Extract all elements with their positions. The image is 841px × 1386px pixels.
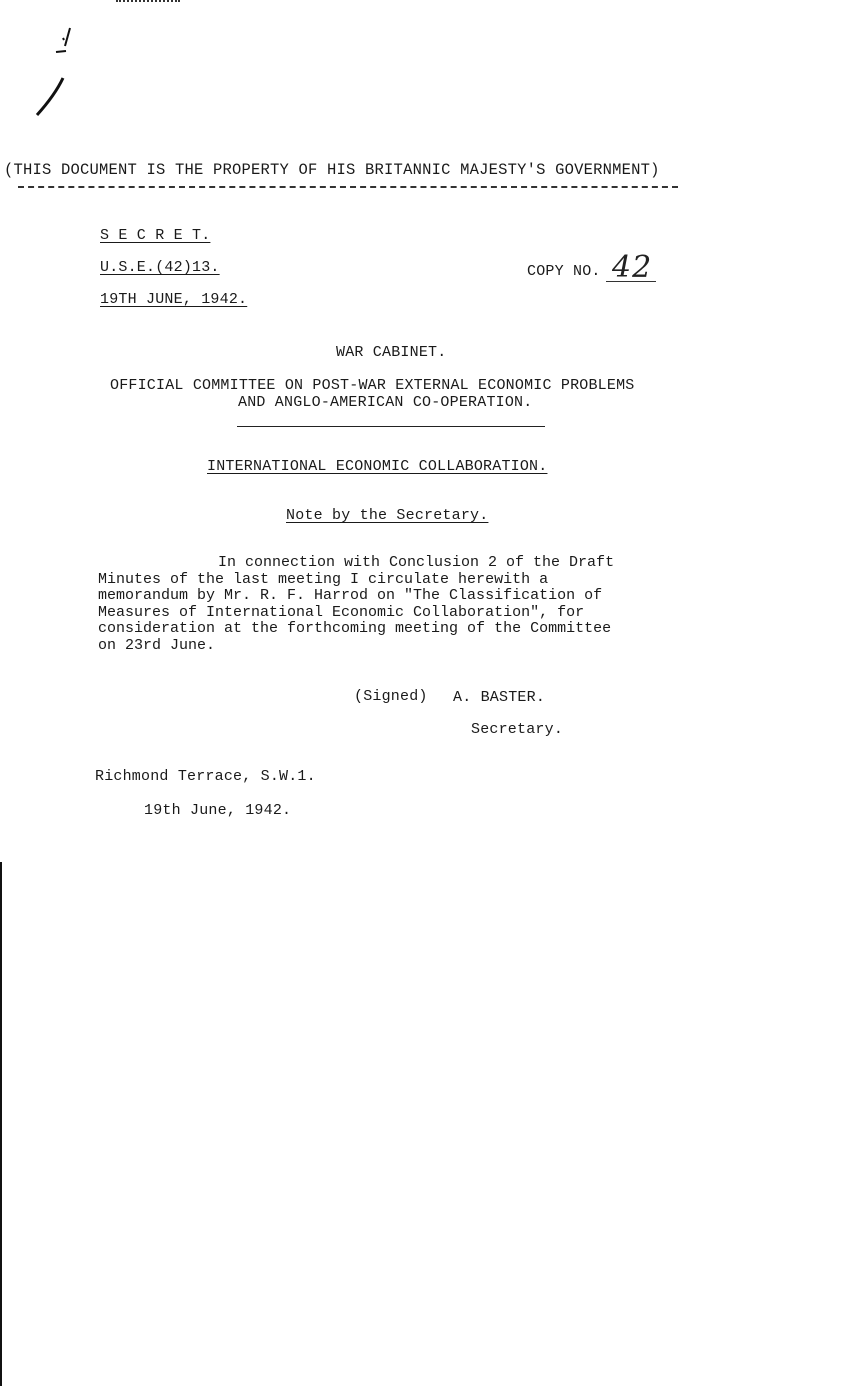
title-rule [237,426,545,427]
reference-number: U.S.E.(42)13. [100,259,220,276]
address: Richmond Terrace, S.W.1. [95,768,316,785]
footer-date: 19th June, 1942. [144,802,292,819]
document-date: 19TH JUNE, 1942. [100,291,248,308]
body-line: consideration at the forthcoming meeting of the Committee [98,620,612,637]
scan-margin-edge [0,862,2,1386]
body-line: on 23rd June. [98,636,216,654]
copy-number: 42 [612,250,653,285]
body-line: Minutes of the last meeting I circulate herewith a [98,570,549,588]
scan-top-mark [116,0,180,6]
body-line: memorandum by Mr. R. F. Harrod on "The Classification of [98,587,603,604]
committee-title-line1: OFFICIAL COMMITTEE ON POST-WAR EXTERNAL ECONOMIC PROBLEMS [110,377,635,394]
property-notice: (THIS DOCUMENT IS THE PROPERTY OF HIS BRITANNIC MAJESTY'S GOVERNMENT) [4,161,660,179]
body-line: Measures of International Economic Collaboration", for [98,603,585,621]
property-notice-dashed-rule [18,186,678,188]
signatory-name: A. BASTER. [453,689,546,706]
body-line: In connection with Conclusion 2 of the Draft [218,554,615,571]
classification: S E C R E T. [100,227,211,244]
copy-number-underline [606,281,656,282]
signed-label: (Signed) [354,688,428,705]
scan-marks [25,0,85,130]
committee-title-line2: AND ANGLO-AMERICAN CO-OPERATION. [238,394,533,411]
note-heading: Note by the Secretary. [286,507,489,524]
cabinet-title: WAR CABINET. [336,344,447,361]
signatory-title: Secretary. [471,721,564,738]
body-paragraph [98,555,678,654]
copy-label: COPY NO. [527,263,601,280]
subject-heading: INTERNATIONAL ECONOMIC COLLABORATION. [207,458,548,475]
